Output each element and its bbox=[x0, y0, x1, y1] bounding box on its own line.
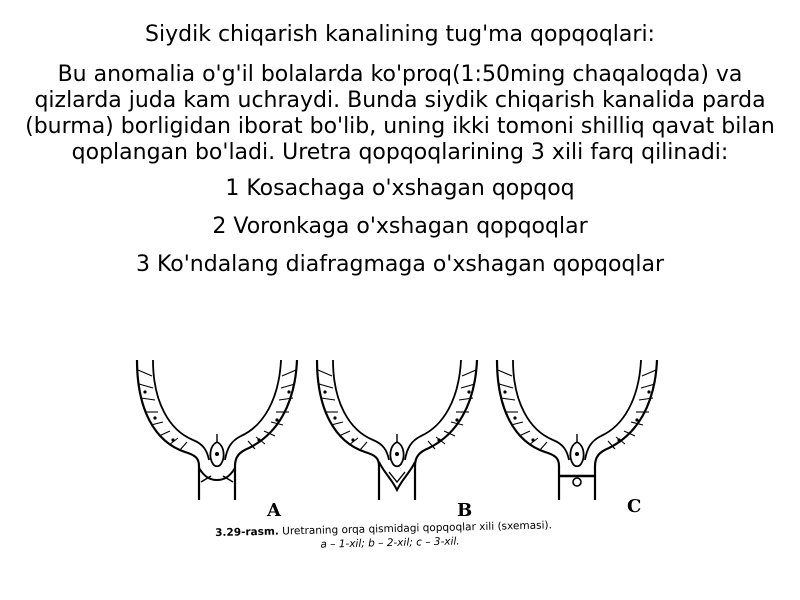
urethral-valves-figure bbox=[125, 330, 665, 560]
figure-label-a: A bbox=[267, 500, 281, 521]
slide-title: Siydik chiqarish kanalining tug'ma qopqoqlari: bbox=[145, 22, 655, 47]
caption-text: Uretraning orqa qismidagi qopqoqlar xili (sxemasi). bbox=[278, 519, 553, 538]
list-item-3: 3 Ko'ndalang diafragmaga o'xshagan qopqoqlar bbox=[135, 252, 665, 277]
valve-type-c-drawing bbox=[497, 360, 657, 500]
valve-type-a-drawing bbox=[137, 360, 297, 500]
caption-title: 3.29-rasm. bbox=[215, 525, 279, 539]
slide-paragraph: Bu anomalia o'g'il bolalarda ko'proq(1:50ming chaqaloqda) va qizlarda juda kam uchraydi. Bunda siydik chiqarish kanalida parda (burma) borligidan iborat bo'lib, uning ikki tomoni shilliq qavat bilan qoplangan bo'ladi. Uretra qopqoqlarining 3 xili farq qilinadi: bbox=[25, 62, 775, 165]
caption-legend: a – 1-xil; b – 2-xil; c – 3-xil. bbox=[320, 535, 460, 551]
slide-text bbox=[20, 22, 780, 290]
list-item-2: 2 Voronkaga o'xshagan qopqoqlar bbox=[212, 214, 588, 239]
urethra-schematic-drawing bbox=[125, 330, 665, 530]
figure-label-b: B bbox=[457, 500, 473, 521]
figure-label-c: C bbox=[627, 496, 642, 517]
valve-type-b-drawing bbox=[317, 360, 477, 500]
list-item-1: 1 Kosachaga o'xshagan qopqoq bbox=[225, 176, 575, 201]
